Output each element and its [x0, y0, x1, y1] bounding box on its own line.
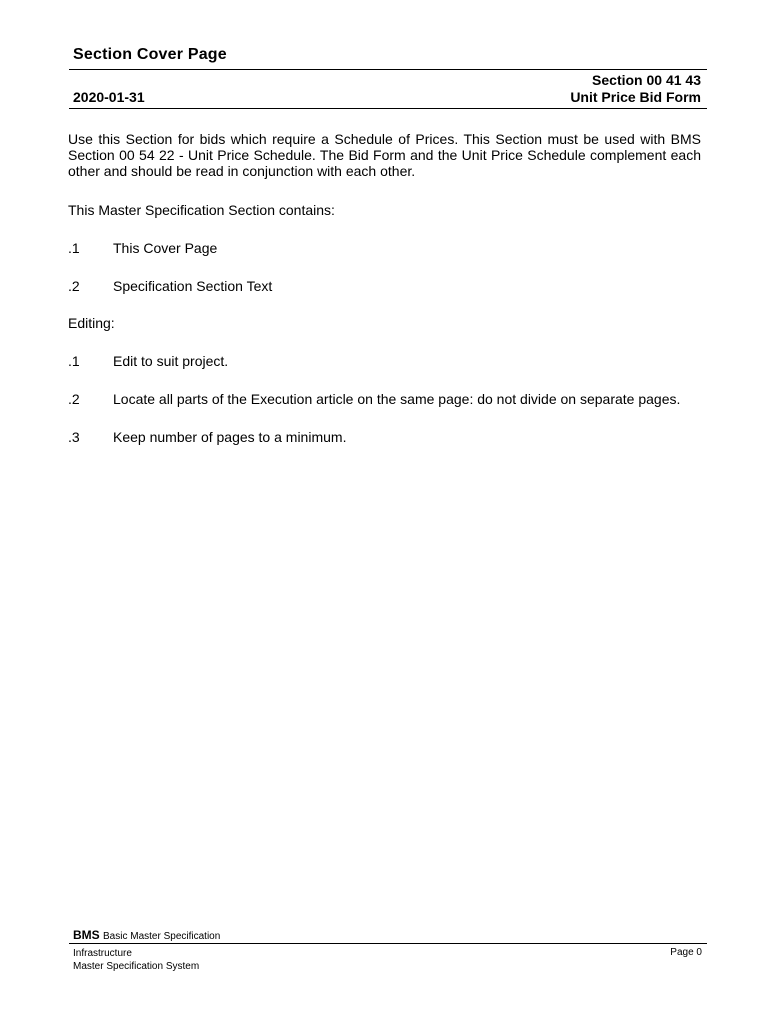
list-item [68, 278, 272, 294]
list-item [68, 391, 680, 407]
contains-label: This Master Specification Section contains: [68, 202, 335, 218]
footer-left [73, 947, 199, 973]
footer-rule [69, 943, 707, 944]
list-item [68, 240, 217, 256]
list-item-text: Locate all parts of the Execution article on the same page: do not divide on separate pages. [113, 391, 681, 407]
list-item-number: .1 [68, 240, 80, 256]
list-item-number: .1 [68, 353, 80, 369]
footer-line-2: Master Specification System [73, 961, 200, 972]
page-number: Page 0 [670, 947, 702, 958]
list-item-text: Edit to suit project. [113, 353, 229, 369]
list-item-text: Specification Section Text [113, 278, 273, 294]
intro-paragraph: Use this Section for bids which require a Schedule of Prices. This Section must be used with BMS Section 00 54 22 - Unit Price Schedule. The Bid Form and the Unit Price Schedule complement each other and should be read in conjunction with each other. [68, 131, 701, 179]
list-item-number: .2 [68, 278, 80, 294]
page-title: Section Cover Page [73, 46, 227, 63]
list-item-text: Keep number of pages to a minimum. [113, 429, 347, 445]
section-name: Unit Price Bid Form [570, 89, 701, 105]
list-item [68, 353, 228, 369]
list-item [68, 429, 346, 445]
header-rule-bottom [69, 108, 707, 109]
list-item-number: .3 [68, 429, 80, 445]
section-number: Section 00 41 43 [592, 72, 701, 88]
footer-line-1: Infrastructure [73, 948, 132, 959]
footer-bms: BMS [73, 928, 100, 942]
footer-bms-subtitle: Basic Master Specification [103, 931, 221, 942]
list-item-text: This Cover Page [113, 240, 218, 256]
footer-brand [73, 928, 220, 942]
editing-label: Editing: [68, 315, 115, 331]
document-date: 2020-01-31 [73, 89, 145, 105]
section-heading [570, 72, 701, 106]
list-item-number: .2 [68, 391, 80, 407]
header-rule-top [69, 69, 707, 70]
